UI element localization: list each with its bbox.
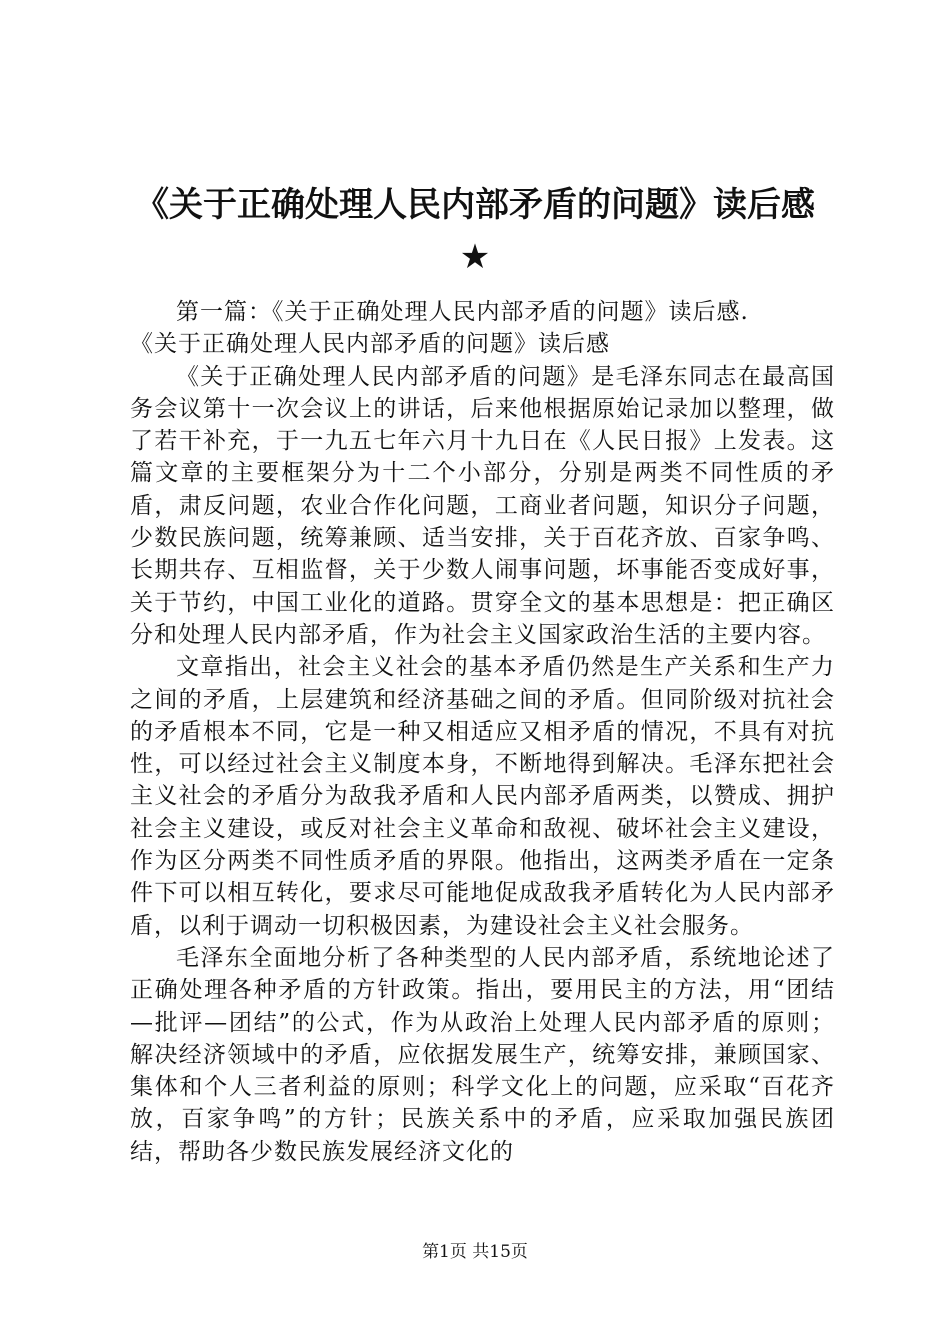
paragraph: 毛泽东全面地分析了各种类型的人民内部矛盾，系统地论述了正确处理各种矛盾的方针政策。指出，要用民主的方法，用“团结—批评—团结”的公式，作为从政治上处理人民内部矛盾的原则；解决经济领域中的矛盾，应依据发展生产，统筹安排，兼顾国家、集体和个人三者利益的原则；科学文化上的问题，应采取“百花齐放，百家争鸣”的方针；民族关系中的矛盾，应采取加强民族团结，帮助各少数民族发展经济文化的 (130, 944, 835, 1165)
star-icon: ★ (459, 237, 491, 277)
paragraph-heading: 第一篇：《关于正确处理人民内部矛盾的问题》读后感. (176, 299, 749, 325)
document-title: 《关于正确处理人民内部矛盾的问题》读后感 (135, 185, 815, 225)
paragraph: 《关于正确处理人民内部矛盾的问题》是毛泽东同志在最高国务会议第十一次会议上的讲话，后来他根据原始记录加以整理，做了若干补充，于一九五七年六月十九日在《人民日报》上发表。这篇文章的主要框架分为十二个小部分，分别是两类不同性质的矛盾，肃反问题，农业合作化问题，工商业者问题，知识分子问题，少数民族问题，统筹兼顾、适当安排，关于百花齐放、百家争鸣、长期共存、互相监督，关于少数人闹事问题，坏事能否变成好事，关于节约，中国工业化的道路。贯穿全文的基本思想是：把正确区分和处理人民内部矛盾，作为社会主义国家政治生活的主要内容。 (130, 363, 835, 648)
page-number-footer: 第1页 共15页 (422, 1242, 528, 1262)
document-body (130, 296, 835, 1168)
paragraph-subheading: 《关于正确处理人民内部矛盾的问题》读后感 (130, 331, 610, 358)
paragraph: 文章指出，社会主义社会的基本矛盾仍然是生产关系和生产力之间的矛盾，上层建筑和经济基础之间的矛盾。但同阶级对抗社会的矛盾根本不同，它是一种又相适应又相矛盾的情况，不具有对抗性，可以经过社会主义制度本身，不断地得到解决。毛泽东把社会主义社会的矛盾分为敌我矛盾和人民内部矛盾两类，以赞成、拥护社会主义建设，或反对社会主义革命和敌视、破坏社会主义建设，作为区分两类不同性质矛盾的界限。他指出，这两类矛盾在一定条件下可以相互转化，要求尽可能地促成敌我矛盾转化为人民内部矛盾，以利于调动一切积极因素，为建设社会主义社会服务。 (130, 654, 835, 939)
